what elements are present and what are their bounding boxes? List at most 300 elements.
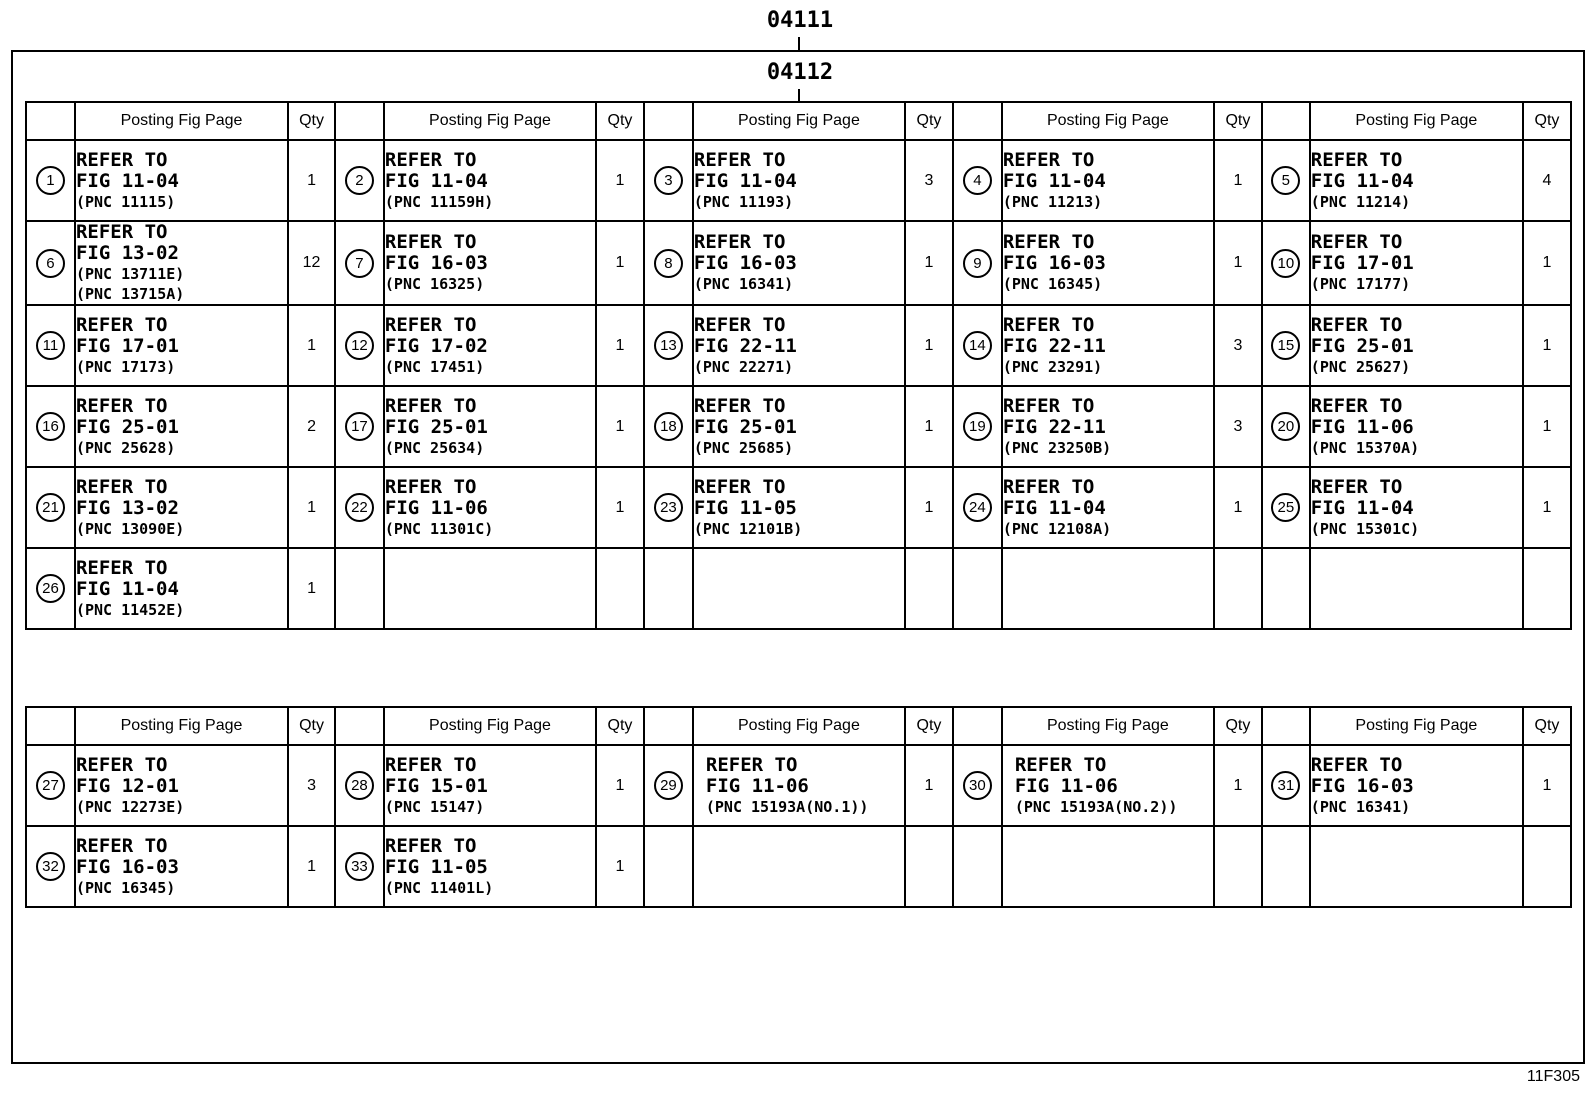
fig-reference: FIG 16-03 (384, 252, 488, 274)
posting-fig-cell (75, 386, 288, 467)
fig-reference: FIG 22-11 (693, 334, 797, 357)
table-row (26, 826, 1571, 907)
fig-reference: FIG 11-04 (693, 169, 797, 192)
qty-cell (905, 826, 953, 907)
item-number-badge: 23 (654, 493, 683, 522)
posting-fig-cell (384, 467, 596, 548)
fig-reference: FIG 11-04 (1002, 169, 1106, 192)
header-qty: Qty (288, 102, 335, 140)
posting-fig-cell (1002, 745, 1214, 826)
header-posting-fig-page: Posting Fig Page (1310, 102, 1523, 140)
posting-fig-cell (1002, 386, 1214, 467)
posting-fig-cell (1002, 140, 1214, 221)
item-number-badge: 15 (1271, 331, 1300, 360)
item-number-cell (953, 745, 1002, 826)
qty-cell: 1 (905, 221, 953, 305)
item-number-cell (1262, 221, 1310, 305)
qty-cell: 1 (596, 221, 644, 305)
refer-to-text: REFER TO (75, 221, 168, 243)
item-number-cell (335, 548, 384, 629)
posting-fig-cell (1310, 140, 1523, 221)
header-qty: Qty (905, 707, 953, 745)
fig-reference: FIG 25-01 (384, 415, 488, 438)
table-body (26, 745, 1571, 907)
item-number-cell (335, 386, 384, 467)
item-number-cell (335, 826, 384, 907)
qty-cell: 12 (288, 221, 335, 305)
item-number-cell (335, 305, 384, 386)
posting-fig-cell (693, 140, 905, 221)
pnc-reference: (PNC 15370A) (1310, 438, 1420, 457)
fig-reference: FIG 11-04 (1310, 169, 1414, 192)
qty-cell: 1 (1214, 467, 1262, 548)
pnc-reference: (PNC 12108A) (1002, 519, 1112, 538)
header-number-cell (644, 707, 693, 745)
pnc-reference: (PNC 17451) (384, 357, 485, 376)
item-number-badge: 14 (963, 331, 992, 360)
fig-reference: FIG 16-03 (1310, 774, 1414, 797)
header-posting-fig-page: Posting Fig Page (384, 102, 596, 140)
item-number-badge: 12 (345, 331, 374, 360)
fig-reference: FIG 16-03 (1002, 252, 1106, 274)
posting-fig-cell (693, 745, 905, 826)
item-number-cell (26, 221, 75, 305)
qty-cell (596, 548, 644, 629)
item-number-cell (644, 386, 693, 467)
item-number-badge: 24 (963, 493, 992, 522)
header-posting-fig-page: Posting Fig Page (1002, 707, 1214, 745)
table-row (26, 548, 1571, 629)
qty-cell: 1 (905, 745, 953, 826)
posting-fig-cell (1310, 467, 1523, 548)
pnc-reference: (PNC 25634) (384, 438, 485, 457)
item-number-cell (26, 305, 75, 386)
qty-cell: 1 (288, 140, 335, 221)
qty-cell: 1 (905, 386, 953, 467)
item-number-badge: 13 (654, 331, 683, 360)
illustration-code: 11F305 (1526, 1068, 1580, 1085)
leader-line (798, 37, 800, 50)
qty-cell: 1 (1214, 140, 1262, 221)
header-qty: Qty (1523, 102, 1571, 140)
pnc-reference: (PNC 22271) (693, 357, 794, 376)
item-number-cell (644, 221, 693, 305)
refer-to-text: REFER TO (75, 753, 168, 776)
item-number-cell (1262, 386, 1310, 467)
refer-to-text: REFER TO (75, 475, 168, 498)
item-number-cell (953, 305, 1002, 386)
fig-reference: FIG 11-04 (75, 169, 179, 192)
item-number-badge: 19 (963, 412, 992, 441)
refer-to-text: REFER TO (384, 394, 477, 417)
fig-reference: FIG 11-04 (1310, 496, 1414, 519)
item-number-cell (335, 745, 384, 826)
item-number-badge: 22 (345, 493, 374, 522)
posting-fig-cell (75, 745, 288, 826)
fig-reference: FIG 11-06 (705, 774, 809, 797)
table-header-row (26, 102, 1571, 140)
item-number-badge: 2 (345, 166, 374, 195)
item-number-badge: 28 (345, 771, 374, 800)
header-number-cell (1262, 707, 1310, 745)
posting-fig-cell (75, 140, 288, 221)
fig-reference: FIG 11-05 (384, 855, 488, 878)
posting-fig-cell (1310, 221, 1523, 305)
qty-cell: 2 (288, 386, 335, 467)
refer-to-text: REFER TO (1310, 475, 1403, 498)
item-number-cell (953, 467, 1002, 548)
item-number-badge: 1 (36, 166, 65, 195)
table-row (26, 221, 1571, 305)
header-qty: Qty (1523, 707, 1571, 745)
posting-fig-cell (1310, 548, 1523, 629)
item-number-badge: 33 (345, 852, 374, 881)
pnc-reference: (PNC 11301C) (384, 519, 494, 538)
refer-to-text: REFER TO (1310, 148, 1403, 171)
pnc-reference: (PNC 25628) (75, 438, 176, 457)
header-qty: Qty (596, 102, 644, 140)
pnc-reference: (PNC 11159H) (384, 192, 494, 211)
item-number-cell (1262, 826, 1310, 907)
refer-to-text: REFER TO (1310, 753, 1403, 776)
posting-fig-cell (384, 305, 596, 386)
item-number-cell (26, 386, 75, 467)
fig-reference: FIG 11-05 (693, 496, 797, 519)
pnc-reference: (PNC 12273E) (75, 797, 185, 816)
posting-fig-cell (1310, 826, 1523, 907)
item-number-cell (644, 826, 693, 907)
fig-reference: FIG 11-06 (1310, 415, 1414, 438)
item-number-badge: 27 (36, 771, 65, 800)
item-number-badge: 31 (1271, 771, 1300, 800)
qty-cell: 3 (288, 745, 335, 826)
leader-line (798, 89, 800, 101)
qty-cell: 3 (1214, 305, 1262, 386)
refer-to-text: REFER TO (1002, 231, 1095, 253)
fig-reference: FIG 11-04 (1002, 496, 1106, 519)
item-number-cell (26, 745, 75, 826)
header-number-cell (26, 102, 75, 140)
pnc-reference: (PNC 15147) (384, 797, 485, 816)
header-qty: Qty (905, 102, 953, 140)
pnc-reference: (PNC 15301C) (1310, 519, 1420, 538)
item-number-cell (644, 467, 693, 548)
table-row (26, 305, 1571, 386)
fig-reference: FIG 11-04 (75, 577, 179, 600)
item-number-badge: 30 (963, 771, 992, 800)
item-number-badge: 4 (963, 166, 992, 195)
header-posting-fig-page: Posting Fig Page (75, 707, 288, 745)
table-row (26, 745, 1571, 826)
item-number-cell (1262, 140, 1310, 221)
fig-reference: FIG 17-01 (1310, 252, 1414, 274)
header-posting-fig-page: Posting Fig Page (1002, 102, 1214, 140)
qty-cell: 1 (596, 305, 644, 386)
header-qty: Qty (596, 707, 644, 745)
refer-to-text: REFER TO (384, 753, 477, 776)
item-number-badge: 11 (36, 331, 65, 360)
table-row (26, 386, 1571, 467)
posting-fig-cell (384, 826, 596, 907)
table-body (26, 140, 1571, 629)
pnc-reference: (PNC 16341) (1310, 797, 1411, 816)
fig-reference: FIG 16-03 (75, 855, 179, 878)
item-number-cell (953, 386, 1002, 467)
pnc-reference: (PNC 15193A(NO.2)) (1014, 797, 1178, 816)
qty-cell: 1 (1523, 305, 1571, 386)
posting-fig-cell (384, 140, 596, 221)
posting-fig-cell (1310, 305, 1523, 386)
qty-cell: 1 (1214, 221, 1262, 305)
posting-fig-cell (693, 221, 905, 305)
qty-cell (1214, 826, 1262, 907)
qty-cell: 1 (596, 386, 644, 467)
pnc-reference: (PNC 11115) (75, 192, 176, 211)
header-number-cell (26, 707, 75, 745)
pnc-reference: (PNC 12101B) (693, 519, 803, 538)
pnc-reference: (PNC 16345) (1002, 275, 1103, 293)
fig-reference: FIG 22-11 (1002, 415, 1106, 438)
refer-to-text: REFER TO (1310, 394, 1403, 417)
pnc-reference: (PNC 23291) (1002, 357, 1103, 376)
pnc-reference: (PNC 25685) (693, 438, 794, 457)
fig-reference: FIG 11-06 (1014, 774, 1118, 797)
item-number-cell (335, 140, 384, 221)
refer-to-text: REFER TO (75, 556, 168, 579)
refer-to-text: REFER TO (75, 834, 168, 857)
item-number-cell (26, 467, 75, 548)
qty-cell: 1 (596, 467, 644, 548)
refer-to-text: REFER TO (693, 231, 786, 253)
item-number-cell (26, 826, 75, 907)
item-number-cell (953, 548, 1002, 629)
item-number-badge: 29 (654, 771, 683, 800)
header-posting-fig-page: Posting Fig Page (384, 707, 596, 745)
refer-to-text: REFER TO (1002, 394, 1095, 417)
pnc-reference: (PNC 11401L) (384, 878, 494, 897)
qty-cell: 1 (1523, 745, 1571, 826)
qty-cell: 1 (596, 140, 644, 221)
fig-reference: FIG 12-01 (75, 774, 179, 797)
fig-reference: FIG 25-01 (75, 415, 179, 438)
refer-to-text: REFER TO (75, 313, 168, 336)
item-number-badge: 6 (36, 249, 65, 278)
item-number-badge: 16 (36, 412, 65, 441)
posting-fig-cell (693, 467, 905, 548)
header-posting-fig-page: Posting Fig Page (693, 102, 905, 140)
refer-to-text: REFER TO (705, 753, 798, 776)
header-number-cell (335, 707, 384, 745)
pnc-reference: (PNC 16341) (693, 275, 794, 293)
header-number-cell (1262, 102, 1310, 140)
fig-reference: FIG 15-01 (384, 774, 488, 797)
refer-to-text: REFER TO (693, 475, 786, 498)
posting-fig-cell (1002, 548, 1214, 629)
item-number-badge: 5 (1271, 166, 1300, 195)
qty-cell: 1 (1523, 467, 1571, 548)
posting-fig-cell (384, 221, 596, 305)
header-qty: Qty (1214, 102, 1262, 140)
pnc-reference: (PNC 11213) (1002, 192, 1103, 211)
item-number-cell (644, 140, 693, 221)
refer-to-text: REFER TO (384, 231, 477, 253)
posting-fig-cell (1310, 745, 1523, 826)
refer-to-text: REFER TO (384, 834, 477, 857)
refer-to-text: REFER TO (1002, 313, 1095, 336)
header-number-cell (953, 707, 1002, 745)
item-number-cell (644, 305, 693, 386)
pnc-reference: (PNC 17177) (1310, 275, 1411, 293)
pnc-reference: (PNC 25627) (1310, 357, 1411, 376)
qty-cell (1214, 548, 1262, 629)
refer-to-text: REFER TO (1014, 753, 1107, 776)
item-number-badge: 3 (654, 166, 683, 195)
pnc-reference: (PNC 11193) (693, 192, 794, 211)
refer-to-text: REFER TO (1002, 475, 1095, 498)
header-qty: Qty (1214, 707, 1262, 745)
fig-reference: FIG 25-01 (693, 415, 797, 438)
fig-reference: FIG 22-11 (1002, 334, 1106, 357)
fig-reference: FIG 11-06 (384, 496, 488, 519)
qty-cell (1523, 826, 1571, 907)
item-number-cell (1262, 467, 1310, 548)
refer-to-text: REFER TO (384, 313, 477, 336)
pnc-reference: (PNC 23250B) (1002, 438, 1112, 457)
posting-fig-cell (1310, 386, 1523, 467)
refer-to-text: REFER TO (693, 394, 786, 417)
header-posting-fig-page: Posting Fig Page (1310, 707, 1523, 745)
qty-cell (905, 548, 953, 629)
pnc-reference: (PNC 11452E) (75, 600, 185, 619)
group-label-04111: 04111 (766, 8, 834, 33)
qty-cell: 1 (1523, 386, 1571, 467)
qty-cell: 1 (288, 826, 335, 907)
item-number-cell (1262, 745, 1310, 826)
item-number-cell (26, 548, 75, 629)
posting-fig-cell (384, 386, 596, 467)
posting-fig-cell (75, 467, 288, 548)
pnc-reference: (PNC 16345) (75, 878, 176, 897)
qty-cell: 1 (1214, 745, 1262, 826)
item-number-badge: 18 (654, 412, 683, 441)
item-number-badge: 7 (345, 249, 374, 278)
header-number-cell (953, 102, 1002, 140)
refer-to-text: REFER TO (75, 148, 168, 171)
posting-fig-cell (693, 305, 905, 386)
item-number-badge: 10 (1271, 249, 1300, 278)
refer-to-text: REFER TO (693, 148, 786, 171)
item-number-badge: 20 (1271, 412, 1300, 441)
item-number-badge: 17 (345, 412, 374, 441)
item-number-badge: 25 (1271, 493, 1300, 522)
fig-reference: FIG 13-02 (75, 496, 179, 519)
pnc-reference: (PNC 15193A(NO.1)) (705, 797, 869, 816)
pnc-reference: (PNC 13711E) (75, 265, 185, 283)
refer-to-text: REFER TO (1310, 231, 1403, 253)
qty-cell: 4 (1523, 140, 1571, 221)
fig-reference: FIG 25-01 (1310, 334, 1414, 357)
pnc-reference: (PNC 13090E) (75, 519, 185, 538)
item-number-cell (335, 467, 384, 548)
item-number-badge: 26 (36, 574, 65, 603)
item-number-cell (26, 140, 75, 221)
posting-fig-cell (693, 826, 905, 907)
table-row (26, 467, 1571, 548)
posting-fig-cell (1002, 305, 1214, 386)
posting-fig-cell (1002, 221, 1214, 305)
refer-to-text: REFER TO (1002, 148, 1095, 171)
table-row (26, 140, 1571, 221)
item-number-badge: 9 (963, 249, 992, 278)
qty-cell (1523, 548, 1571, 629)
posting-fig-cell (384, 548, 596, 629)
qty-cell: 1 (596, 745, 644, 826)
item-number-badge: 8 (654, 249, 683, 278)
item-number-cell (644, 745, 693, 826)
item-number-cell (335, 221, 384, 305)
qty-cell: 3 (1214, 386, 1262, 467)
fig-reference: FIG 13-02 (75, 242, 179, 264)
refer-to-text: REFER TO (384, 475, 477, 498)
posting-fig-cell (384, 745, 596, 826)
posting-fig-cell (75, 305, 288, 386)
posting-fig-cell (75, 826, 288, 907)
item-number-badge: 21 (36, 493, 65, 522)
refer-to-text: REFER TO (693, 313, 786, 336)
header-qty: Qty (288, 707, 335, 745)
refer-to-text: REFER TO (384, 148, 477, 171)
posting-fig-cell (693, 386, 905, 467)
header-number-cell (644, 102, 693, 140)
parts-table-2 (25, 706, 1572, 908)
fig-reference: FIG 11-04 (384, 169, 488, 192)
item-number-cell (953, 221, 1002, 305)
pnc-reference: (PNC 16325) (384, 275, 485, 293)
posting-fig-cell (75, 221, 288, 305)
qty-cell: 1 (905, 305, 953, 386)
posting-fig-cell (1002, 826, 1214, 907)
item-number-cell (953, 826, 1002, 907)
header-number-cell (335, 102, 384, 140)
pnc-reference: (PNC 13715A) (75, 285, 185, 303)
qty-cell: 1 (288, 467, 335, 548)
posting-fig-cell (75, 548, 288, 629)
qty-cell: 1 (596, 826, 644, 907)
table-header-row (26, 707, 1571, 745)
refer-to-text: REFER TO (1310, 313, 1403, 336)
fig-reference: FIG 17-02 (384, 334, 488, 357)
refer-to-text: REFER TO (75, 394, 168, 417)
pnc-reference: (PNC 11214) (1310, 192, 1411, 211)
qty-cell: 1 (288, 305, 335, 386)
header-posting-fig-page: Posting Fig Page (693, 707, 905, 745)
posting-fig-cell (1002, 467, 1214, 548)
header-posting-fig-page: Posting Fig Page (75, 102, 288, 140)
group-label-04112: 04112 (766, 60, 834, 85)
fig-reference: FIG 16-03 (693, 252, 797, 274)
item-number-cell (1262, 548, 1310, 629)
qty-cell: 1 (288, 548, 335, 629)
parts-table-1 (25, 101, 1572, 630)
item-number-cell (1262, 305, 1310, 386)
qty-cell: 1 (905, 467, 953, 548)
item-number-cell (644, 548, 693, 629)
qty-cell: 1 (1523, 221, 1571, 305)
item-number-cell (953, 140, 1002, 221)
qty-cell: 3 (905, 140, 953, 221)
item-number-badge: 32 (36, 852, 65, 881)
fig-reference: FIG 17-01 (75, 334, 179, 357)
